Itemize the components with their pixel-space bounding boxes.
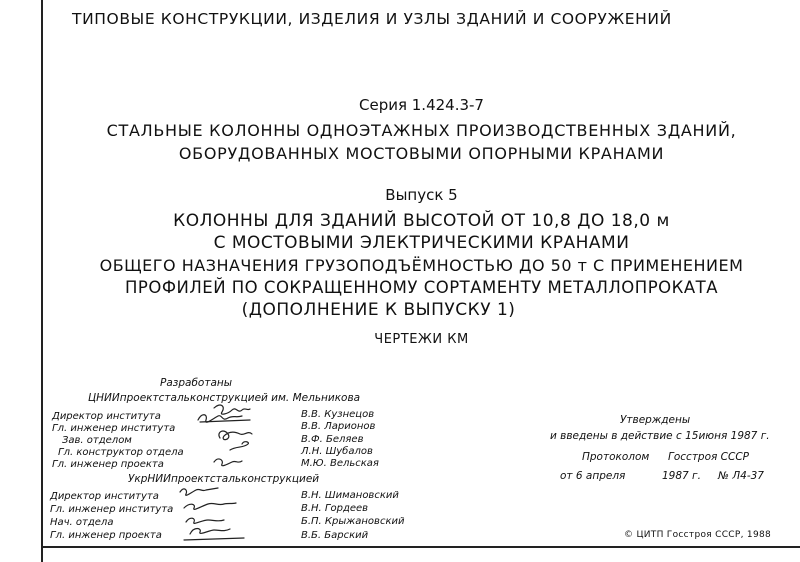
org2-role-dept-head: Нач. отдела bbox=[50, 517, 114, 528]
name-shubalov: Л.Н. Шубалов bbox=[301, 446, 373, 457]
name-larionov: В.В. Ларионов bbox=[301, 421, 376, 432]
org2-role-chief-engineer: Гл. инженер института bbox=[50, 504, 174, 515]
header-title: ТИПОВЫЕ КОНСТРУКЦИИ, ИЗДЕЛИЯ И УЗЛЫ ЗДАНИЙ И СООРУЖЕНИЙ bbox=[72, 10, 672, 28]
drawings-label: ЧЕРТЕЖИ КМ bbox=[374, 332, 469, 347]
name-velskaya: М.Ю. Вельская bbox=[301, 458, 379, 469]
main-title-line-2: ОБОРУДОВАННЫХ МОСТОВЫМИ ОПОРНЫМИ КРАНАМИ bbox=[178, 144, 665, 163]
developer-org-1: ЦНИИпроектстальконструкцией им. Мельникова bbox=[88, 392, 361, 404]
approval-from-date: от 6 апреля bbox=[560, 470, 626, 482]
series-number: Серия 1.424.3-7 bbox=[359, 96, 484, 114]
name-barsky: В.Б. Барский bbox=[301, 530, 369, 541]
issue-number: Выпуск 5 bbox=[385, 186, 458, 204]
name-kuznetsov: В.В. Кузнецов bbox=[301, 409, 375, 420]
role-project-engineer: Гл. инженер проекта bbox=[52, 459, 164, 470]
subtitle-line-5: (ДОПОЛНЕНИЕ К ВЫПУСКУ 1) bbox=[241, 300, 516, 320]
org2-role-director: Директор института bbox=[50, 491, 159, 502]
signatures-group-2 bbox=[170, 482, 270, 544]
subtitle-line-1: КОЛОННЫ ДЛЯ ЗДАНИЙ ВЫСОТОЙ ОТ 10,8 ДО 18,0 м bbox=[173, 211, 670, 231]
role-chief-designer: Гл. конструктор отдела bbox=[58, 447, 184, 458]
role-director: Директор института bbox=[52, 411, 161, 422]
subtitle-line-4: ПРОФИЛЕЙ ПО СОКРАЩЕННОМУ СОРТАМЕНТУ МЕТАЛЛОПРОКАТА bbox=[124, 278, 719, 297]
approval-title: Утверждены bbox=[620, 414, 691, 426]
role-dept-head: Зав. отделом bbox=[62, 435, 132, 446]
approval-date-line: и введены в действие с 15июня 1987 г. bbox=[550, 430, 770, 442]
approval-year: 1987 г. bbox=[662, 470, 701, 482]
role-chief-engineer: Гл. инженер института bbox=[52, 423, 176, 434]
copyright-notice: © ЦИТП Госстроя СССР, 1988 bbox=[624, 530, 772, 540]
signatures-group-1 bbox=[190, 398, 285, 473]
developer-org-2: УкрНИИпроектстальконструкцией bbox=[128, 473, 320, 485]
name-shimanovsky: В.Н. Шимановский bbox=[301, 490, 399, 501]
subtitle-line-2: С МОСТОВЫМИ ЭЛЕКТРИЧЕСКИМИ КРАНАМИ bbox=[213, 233, 630, 253]
developed-label: Разработаны bbox=[160, 377, 233, 389]
name-gordeev: В.Н. Гордеев bbox=[301, 503, 369, 514]
org2-role-project-engineer: Гл. инженер проекта bbox=[50, 530, 162, 541]
name-belyaev: В.Ф. Беляев bbox=[301, 434, 364, 445]
subtitle-line-3: ОБЩЕГО НАЗНАЧЕНИЯ ГРУЗОПОДЪЁМНОСТЬЮ ДО 50 т С ПРИМЕНЕНИЕМ bbox=[99, 256, 744, 275]
name-kryzhanovsky: Б.П. Крыжановский bbox=[301, 516, 405, 527]
frame-bottom-line bbox=[41, 546, 800, 548]
approval-number: № Л4-37 bbox=[718, 470, 764, 482]
main-title-line-1: СТАЛЬНЫЕ КОЛОННЫ ОДНОЭТАЖНЫХ ПРОИЗВОДСТВЕННЫХ ЗДАНИЙ, bbox=[106, 121, 737, 140]
approval-protocol: Протоколом bbox=[582, 451, 650, 463]
approval-authority: Госстроя СССР bbox=[668, 451, 750, 463]
